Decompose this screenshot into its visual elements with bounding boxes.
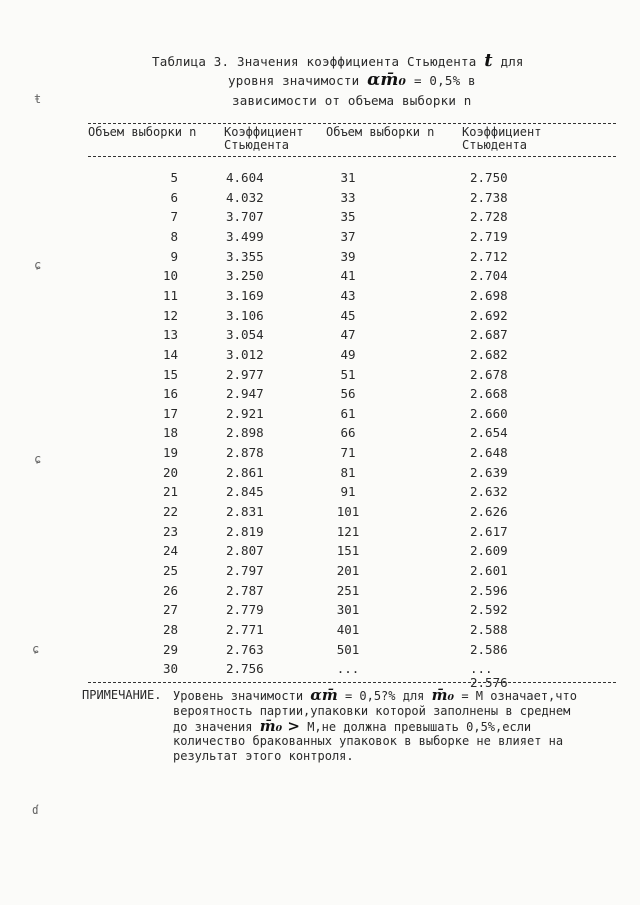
student-coef-cell: 2.750 xyxy=(470,170,508,185)
sample-size-cell: 81 xyxy=(340,464,356,480)
sample-size-cell: 27 xyxy=(162,602,178,618)
sample-size-cell: 151 xyxy=(336,543,360,559)
sample-size-cell: 16 xyxy=(162,386,178,402)
student-coef-cell: 2.654 xyxy=(470,425,508,441)
sample-size-cell: 501 xyxy=(336,641,360,657)
sample-size-cell: 71 xyxy=(340,445,356,461)
title-line-2 xyxy=(228,70,476,90)
col4-header-line2: Стьюдента xyxy=(462,138,528,152)
sample-size-cell: 37 xyxy=(340,228,356,244)
sample-size-cell: 51 xyxy=(340,366,356,382)
sample-size-cell: 11 xyxy=(162,287,178,303)
student-coef-cell: 2.861 xyxy=(226,464,264,480)
student-coef-cell: 4.032 xyxy=(226,189,264,205)
sample-size-cell: 14 xyxy=(162,346,178,362)
sample-size-cell: 29 xyxy=(162,641,178,657)
student-coef-cell: ... xyxy=(470,661,493,677)
student-coef-cell: 2.632 xyxy=(470,484,508,500)
note-line-1-c: = M означает,что xyxy=(461,689,577,703)
sample-size-cell: 61 xyxy=(340,405,356,421)
sample-size-cell: 28 xyxy=(162,621,178,637)
student-coef-cell: 2.704 xyxy=(470,268,508,284)
sample-size-cell: 26 xyxy=(162,582,178,598)
sample-size-cell: 41 xyxy=(340,268,356,284)
sample-size-cell: 33 xyxy=(340,189,356,205)
sample-size-cell: 17 xyxy=(162,405,178,421)
sample-size-cell: 35 xyxy=(340,209,356,225)
table-bottom-rule xyxy=(88,682,616,683)
note-line-1-a: Уровень значимости xyxy=(173,689,304,703)
student-coef-cell: 2.712 xyxy=(470,248,508,264)
sample-size-cell: 45 xyxy=(340,307,356,323)
col4-header-line1: Коэффициент xyxy=(462,125,542,139)
binder-mark: ɕ xyxy=(32,642,40,656)
sample-size-cell: 9 xyxy=(170,248,178,264)
title-line-3: зависимости от объема выборки n xyxy=(232,93,472,108)
note-line-3 xyxy=(173,719,531,735)
student-coef-cell: 2.668 xyxy=(470,386,508,402)
note-alpha-symbol: αm̄ xyxy=(310,686,338,704)
student-coef-cell: 2.845 xyxy=(226,484,264,500)
title-line-1 xyxy=(152,50,524,71)
student-coef-cell: 2.756 xyxy=(226,661,264,677)
sample-size-cell: 56 xyxy=(340,386,356,402)
sample-size-cell: 21 xyxy=(162,484,178,500)
student-coef-cell: 3.355 xyxy=(226,248,264,264)
student-coef-cell: 3.012 xyxy=(226,346,264,362)
note-m-greater-symbol: m̄₀ > xyxy=(259,717,300,735)
student-coef-cell: 2.576 xyxy=(470,674,508,690)
title-line-2-suffix: = 0,5% в xyxy=(413,73,476,88)
sample-size-cell: 12 xyxy=(162,307,178,323)
student-coef-cell: 2.626 xyxy=(470,504,508,520)
student-coef-cell: 2.596 xyxy=(470,582,508,598)
title-line-1-suffix: для xyxy=(500,54,524,69)
student-coef-cell: 2.831 xyxy=(226,504,264,520)
student-coef-cell: 2.609 xyxy=(470,543,508,559)
sample-size-cell: 49 xyxy=(340,346,356,362)
student-coef-cell: 2.588 xyxy=(470,621,508,637)
note-line-2: вероятность партии,упаковки которой заполнены в среднем xyxy=(173,704,571,718)
sample-size-cell: 7 xyxy=(170,209,178,225)
sample-size-cell: 24 xyxy=(162,543,178,559)
col1-header: Объем выборки n xyxy=(88,125,197,139)
sample-size-cell: ... xyxy=(336,661,360,677)
student-coef-cell: 2.692 xyxy=(470,307,508,323)
student-coef-cell: 2.682 xyxy=(470,346,508,362)
note-line-1-b: = 0,5?% для xyxy=(344,689,425,703)
note-label: ПРИМЕЧАНИЕ. xyxy=(82,688,162,702)
student-coef-cell: 2.779 xyxy=(226,602,264,618)
student-coef-cell: 2.639 xyxy=(470,464,508,480)
note-line-3-a: до значения xyxy=(173,720,253,734)
student-coef-cell: 3.054 xyxy=(226,327,264,343)
sample-size-cell: 22 xyxy=(162,504,178,520)
student-coef-cell: 4.604 xyxy=(226,170,264,185)
header-top-rule xyxy=(88,123,616,124)
sample-size-cell: 47 xyxy=(340,327,356,343)
student-coef-cell: 3.707 xyxy=(226,209,264,225)
sample-size-cell: 66 xyxy=(340,425,356,441)
student-coef-cell: 2.977 xyxy=(226,366,264,382)
student-coef-cell: 2.898 xyxy=(226,425,264,441)
sample-size-cell: 6 xyxy=(170,189,178,205)
sample-size-cell: 43 xyxy=(340,287,356,303)
col2-header-line2: Стьюдента xyxy=(224,138,290,152)
sample-size-cell: 5 xyxy=(170,170,178,185)
col2-header-line1: Коэффициент xyxy=(224,125,304,139)
student-coef-cell: 2.617 xyxy=(470,523,508,539)
student-coef-cell: 2.660 xyxy=(470,405,508,421)
sample-size-cell: 101 xyxy=(336,504,360,520)
student-coef-cell: 2.787 xyxy=(226,582,264,598)
sample-size-cell: 19 xyxy=(162,445,178,461)
sample-size-cell: 201 xyxy=(336,563,360,578)
note-line-1 xyxy=(173,688,577,704)
student-coef-cell: 2.586 xyxy=(470,641,508,657)
student-coef-cell: 3.106 xyxy=(226,307,264,323)
binder-mark: ɕ xyxy=(34,258,42,272)
student-coef-cell: 3.499 xyxy=(226,228,264,244)
note-line-5: результат этого контроля. xyxy=(173,749,354,763)
student-coef-cell: 2.592 xyxy=(470,602,508,618)
sample-size-cell: 23 xyxy=(162,523,178,539)
student-coef-cell: 2.719 xyxy=(470,228,508,244)
student-coef-cell: 2.819 xyxy=(226,523,264,539)
sample-size-cell: 251 xyxy=(336,582,360,598)
title-line-1-prefix: Таблица 3. Значения коэффициента Стьюдента xyxy=(152,54,477,69)
student-coef-cell: 2.771 xyxy=(226,621,264,637)
sample-size-cell: 401 xyxy=(336,621,360,637)
sample-size-cell: 13 xyxy=(162,327,178,343)
sample-size-cell: 25 xyxy=(162,563,178,578)
sample-size-cell: 8 xyxy=(170,228,178,244)
sample-size-cell: 91 xyxy=(340,484,356,500)
sample-size-cell: 39 xyxy=(340,248,356,264)
binder-mark: ŧ xyxy=(34,92,42,106)
sample-size-cell: 18 xyxy=(162,425,178,441)
student-coef-cell: 2.878 xyxy=(226,445,264,461)
student-coef-cell: 3.250 xyxy=(226,268,264,284)
student-coef-cell: 2.698 xyxy=(470,287,508,303)
sample-size-cell: 301 xyxy=(336,602,360,618)
title-line-2-prefix: уровня значимости xyxy=(228,73,360,88)
alpha-symbol: αm̄₀ xyxy=(367,70,407,90)
student-coef-cell: 2.648 xyxy=(470,445,508,461)
student-coef-cell: 2.763 xyxy=(226,641,264,657)
student-coef-cell: 2.601 xyxy=(470,563,508,578)
sample-size-cell: 30 xyxy=(162,661,178,677)
binder-mark: ɕ xyxy=(34,452,42,466)
sample-size-cell: 10 xyxy=(162,268,178,284)
student-coef-cell: 2.807 xyxy=(226,543,264,559)
sample-size-cell: 15 xyxy=(162,366,178,382)
student-coef-cell: 2.947 xyxy=(226,386,264,402)
sample-size-cell: 31 xyxy=(340,170,356,185)
student-coef-cell: 2.921 xyxy=(226,405,264,421)
student-coef-cell: 2.797 xyxy=(226,563,264,578)
note-m-symbol: m̄₀ xyxy=(431,686,455,704)
student-coef-cell: 2.728 xyxy=(470,209,508,225)
note-line-3-b: M,не должна превышать 0,5%,если xyxy=(307,720,532,734)
student-coef-cell: 2.678 xyxy=(470,366,508,382)
student-coef-cell: 3.169 xyxy=(226,287,264,303)
header-bottom-rule xyxy=(88,156,616,157)
sample-size-cell: 20 xyxy=(162,464,178,480)
t-symbol: t xyxy=(484,50,493,71)
col3-header: Объем выборки n xyxy=(326,125,435,139)
binder-mark: ɗ xyxy=(32,803,40,817)
sample-size-cell: 121 xyxy=(336,523,360,539)
note-line-4: количество бракованных упаковок в выборке не влияет на xyxy=(173,734,564,748)
student-coef-cell: 2.738 xyxy=(470,189,508,205)
student-coef-cell: 2.687 xyxy=(470,327,508,343)
